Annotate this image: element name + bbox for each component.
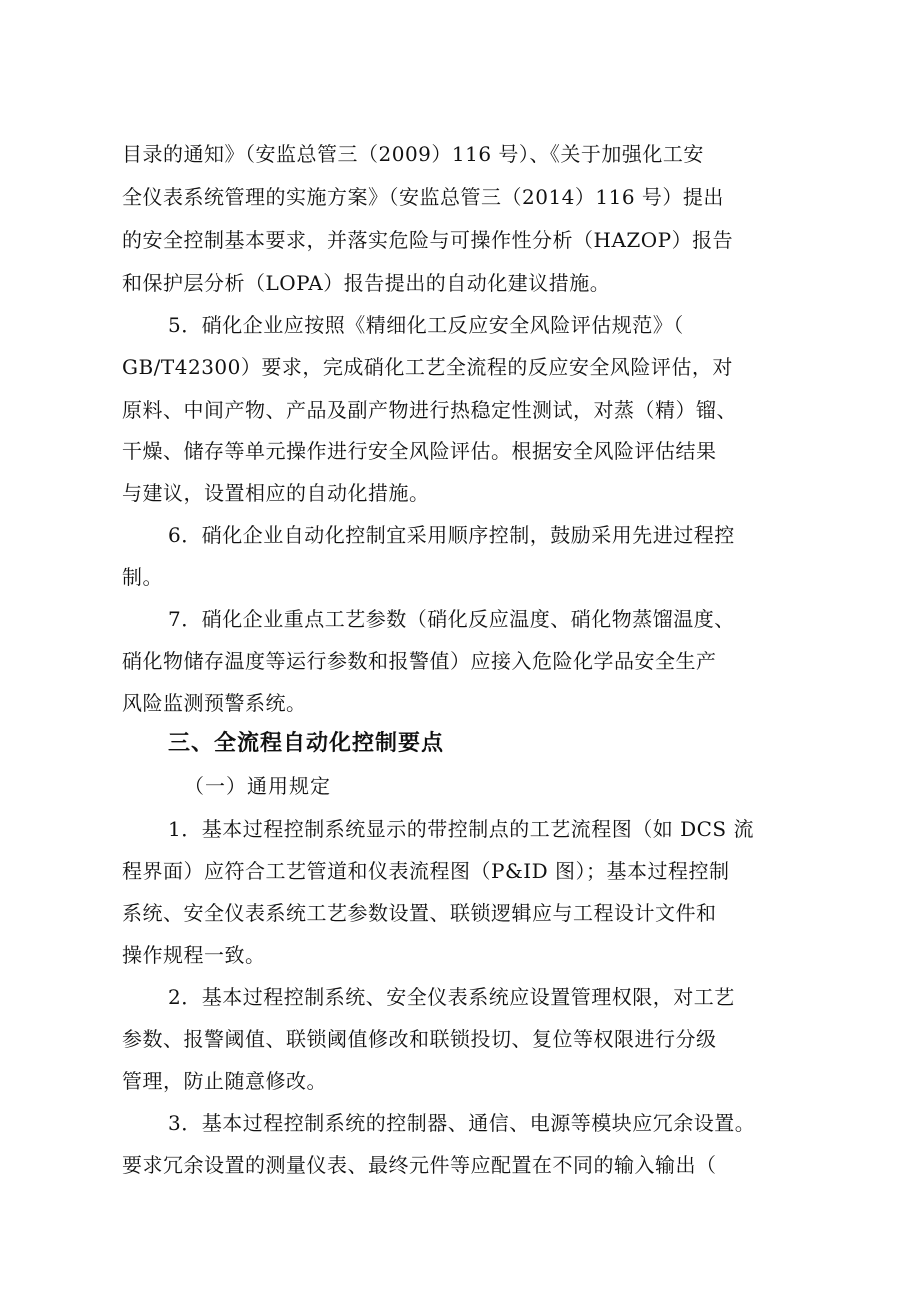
rule-1-line-1: 1．基本过程控制系统显示的带控制点的工艺流程图（如 DCS 流: [168, 817, 754, 841]
rule-3-line-2: 要求冗余设置的测量仪表、最终元件等应配置在不同的输入输出（: [122, 1153, 717, 1177]
item-5-line-5: 与建议，设置相应的自动化措施。: [122, 481, 430, 505]
rule-2-line-1: 2．基本过程控制系统、安全仪表系统应设置管理权限，对工艺: [168, 985, 735, 1009]
item-5-line-3: 原料、中间产物、产品及副产物进行热稳定性测试，对蒸（精）镏、: [122, 398, 737, 422]
intro-line-1: 目录的通知》（安监总管三（2009）116 号）、《关于加强化工安: [122, 142, 704, 166]
rule-1-line-2: 程界面）应符合工艺管道和仪表流程图（P&ID 图）；基本过程控制: [122, 859, 730, 883]
rule-2-line-3: 管理，防止随意修改。: [122, 1069, 327, 1093]
item-5-line-1: 5．硝化企业应按照《精细化工反应安全风险评估规范》（: [168, 313, 684, 337]
item-7-line-1: 7．硝化企业重点工艺参数（硝化反应温度、硝化物蒸馏温度、: [168, 607, 735, 631]
intro-line-3: 的安全控制基本要求，并落实危险与可操作性分析（HAZOP）报告: [122, 228, 734, 252]
rule-2-line-2: 参数、报警阈值、联锁阈值修改和联锁投切、复位等权限进行分级: [122, 1027, 717, 1051]
item-6-line-2: 制。: [122, 565, 163, 589]
section-3-heading: 三、全流程自动化控制要点: [168, 731, 445, 756]
rule-3-line-1: 3．基本过程控制系统的控制器、通信、电源等模块应冗余设置。: [168, 1111, 756, 1135]
item-6-line-1: 6．硝化企业自动化控制宜采用顺序控制，鼓励采用先进过程控: [168, 523, 735, 547]
rule-1-line-3: 系统、安全仪表系统工艺参数设置、联锁逻辑应与工程设计文件和: [122, 901, 717, 925]
rule-1-line-4: 操作规程一致。: [122, 943, 266, 967]
intro-line-4: 和保护层分析（LOPA）报告提出的自动化建议措施。: [122, 271, 611, 295]
item-7-line-2: 硝化物储存温度等运行参数和报警值）应接入危险化学品安全生产: [122, 649, 717, 673]
item-5-line-2: GB/T42300）要求，完成硝化工艺全流程的反应安全风险评估，对: [122, 355, 733, 379]
item-7-line-3: 风险监测预警系统。: [122, 691, 307, 715]
section-3-subheading: （一）通用规定: [184, 774, 331, 798]
item-5-line-4: 干燥、储存等单元操作进行安全风险评估。根据安全风险评估结果: [122, 439, 717, 463]
intro-line-2: 全仪表系统管理的实施方案》（安监总管三（2014）116 号）提出: [122, 185, 724, 209]
